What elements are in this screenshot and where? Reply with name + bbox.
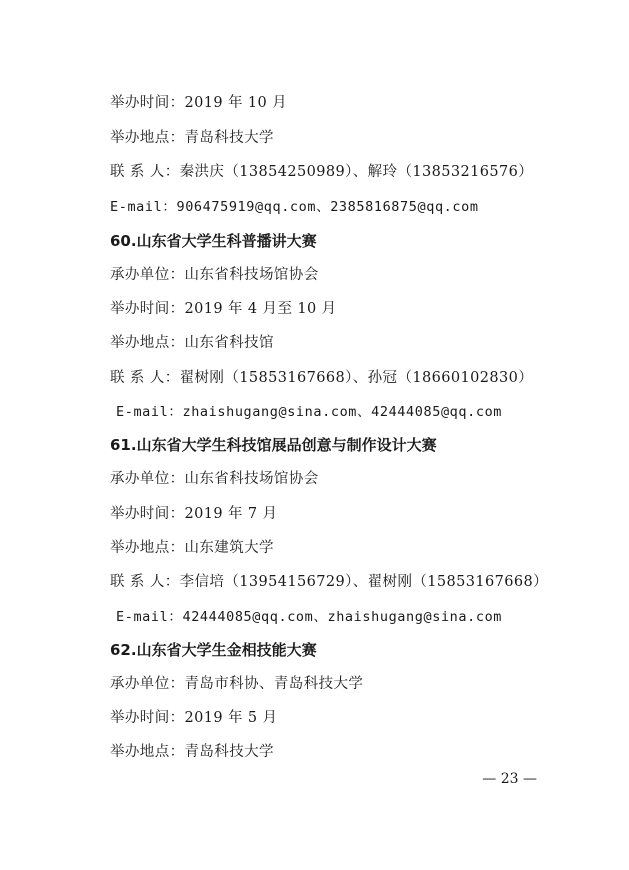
event-59-time: 举办时间：2019 年 10 月 xyxy=(110,95,288,111)
event-61-time: 举办时间：2019 年 7 月 xyxy=(110,506,278,522)
event-61-email: E-mail：42444085@qq.com、zhaishugang@sina.com xyxy=(116,609,503,625)
event-59-venue: 举办地点：青岛科技大学 xyxy=(110,130,274,146)
event-62-venue: 举办地点：青岛科技大学 xyxy=(110,744,274,760)
event-60-organizer: 承办单位：山东省科技场馆协会 xyxy=(110,267,319,283)
event-60-email: E-mail：zhaishugang@sina.com、42444085@qq.com xyxy=(116,404,503,420)
event-60-time: 举办时间：2019 年 4 月至 10 月 xyxy=(110,301,337,317)
event-60-venue: 举办地点：山东省科技馆 xyxy=(110,335,274,351)
event-61-venue: 举办地点：山东建筑大学 xyxy=(110,540,274,556)
event-62-organizer: 承办单位：青岛市科协、青岛科技大学 xyxy=(110,676,364,692)
event-60-heading: 60.山东省大学生科普播讲大赛 xyxy=(110,232,317,250)
event-61-contact: 联 系 人：李信培（13954156729）、翟树刚（15853167668） xyxy=(110,574,549,590)
page-number: — 23 — xyxy=(482,771,537,787)
event-60-contact: 联 系 人：翟树刚（15853167668）、孙冠（18660102830） xyxy=(110,370,534,386)
event-62-heading: 62.山东省大学生金相技能大赛 xyxy=(110,641,317,659)
event-59-contact: 联 系 人：秦洪庆（13854250989）、解玲（13853216576） xyxy=(110,164,534,180)
event-61-organizer: 承办单位：山东省科技场馆协会 xyxy=(110,471,319,487)
event-62-time: 举办时间：2019 年 5 月 xyxy=(110,710,278,726)
event-61-heading: 61.山东省大学生科技馆展品创意与制作设计大赛 xyxy=(110,436,437,454)
event-59-email: E-mail：906475919@qq.com、2385816875@qq.com xyxy=(110,199,479,215)
